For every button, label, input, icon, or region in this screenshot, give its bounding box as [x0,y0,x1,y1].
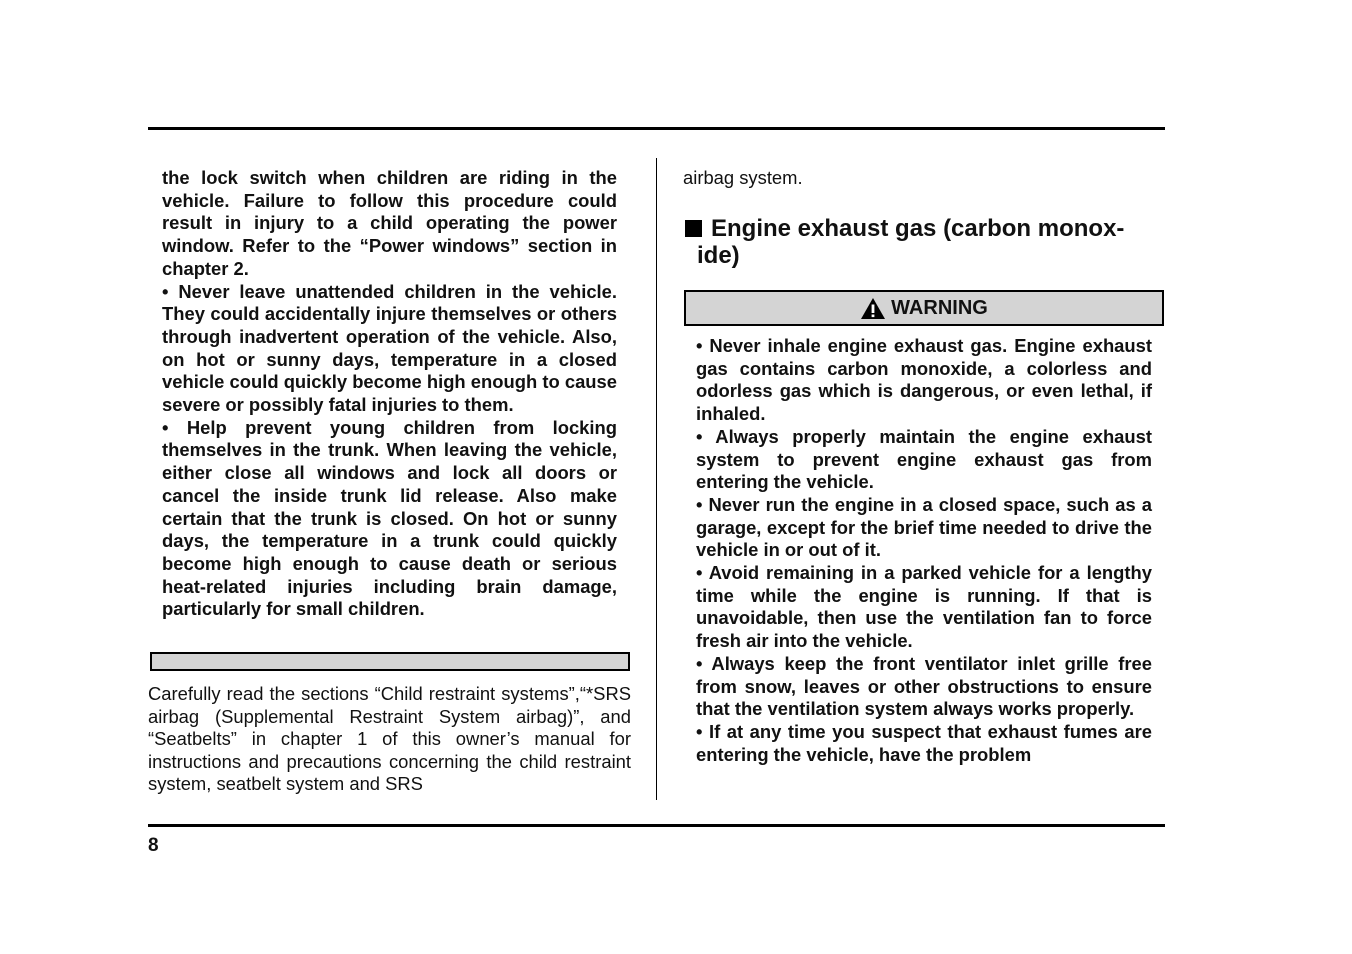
warning-end-bar [150,652,630,671]
warning-item: • If at any time you suspect that exhaust fumes are entering the vehicle, have the problem [696,720,1152,765]
continued-text: airbag system. [683,167,803,188]
section-heading-line1: Engine exhaust gas (carbon monox- [711,215,1125,242]
warning-item: • Never inhale engine exhaust gas. Engine exhaust gas contains carbon monoxide, a colorless and odorless gas which is dangerous, or even lethal, if inhaled. [696,335,1152,425]
warning-item: • Always properly maintain the engine exhaust system to prevent engine exhaust gas from entering the vehicle. [696,425,1152,493]
warning-triangle-icon [860,297,886,320]
section-heading [685,215,1155,269]
left-body-text: Carefully read the sections “Child restraint systems”,“*SRS airbag (Supplemental Restraint System airbag)”, and “Seatbelts” in chapter 1 of this owner’s manual for instructions and precautions concerning the child restraint system, seatbelt system and SRS [148,683,631,795]
page-number: 8 [148,835,159,856]
column-divider [656,158,657,800]
bottom-rule [148,824,1165,827]
section-heading-line2: ide) [697,242,740,269]
right-warning-text [696,335,1152,766]
warning-paragraph: • Help prevent young children from locking themselves in the trunk. When leaving the vehicle, either close all windows and lock all doors or cancel the inside trunk lid release. Also make certain that the trunk is closed. On hot or sunny days, the temperature in a trunk could quickly become high enough to cause death or serious heat-related injuries including brain damage, particularly for small children. [162,416,617,620]
left-warning-text [162,167,617,621]
warning-item: • Avoid remaining in a parked vehicle for a lengthy time while the engine is running. If that is unavoidable, then use the ventilation fan to force fresh air into the vehicle. [696,562,1152,652]
warning-item: • Never run the engine in a closed space, such as a garage, except for the brief time needed to drive the vehicle in or out of it. [696,493,1152,561]
warning-paragraph: • Never leave unattended children in the vehicle. They could accidentally injure themselves or others through inadvertent operation of the vehicle. Also, on hot or sunny days, temperature in a closed vehicle could quickly become high enough to cause severe or possibly fatal injuries to them. [162,280,617,416]
warning-label: WARNING [891,296,988,319]
warning-item: • Always keep the front ventilator inlet grille free from snow, leaves or other obstructions to ensure that the ventilation system always works properly. [696,652,1152,720]
top-rule [148,127,1165,130]
warning-paragraph: the lock switch when children are riding in the vehicle. Failure to follow this procedure could result in injury to a child operating the power window. Refer to the “Power windows” section in chapter 2. [162,167,617,279]
square-bullet-icon [685,220,702,237]
warning-banner [684,290,1164,326]
